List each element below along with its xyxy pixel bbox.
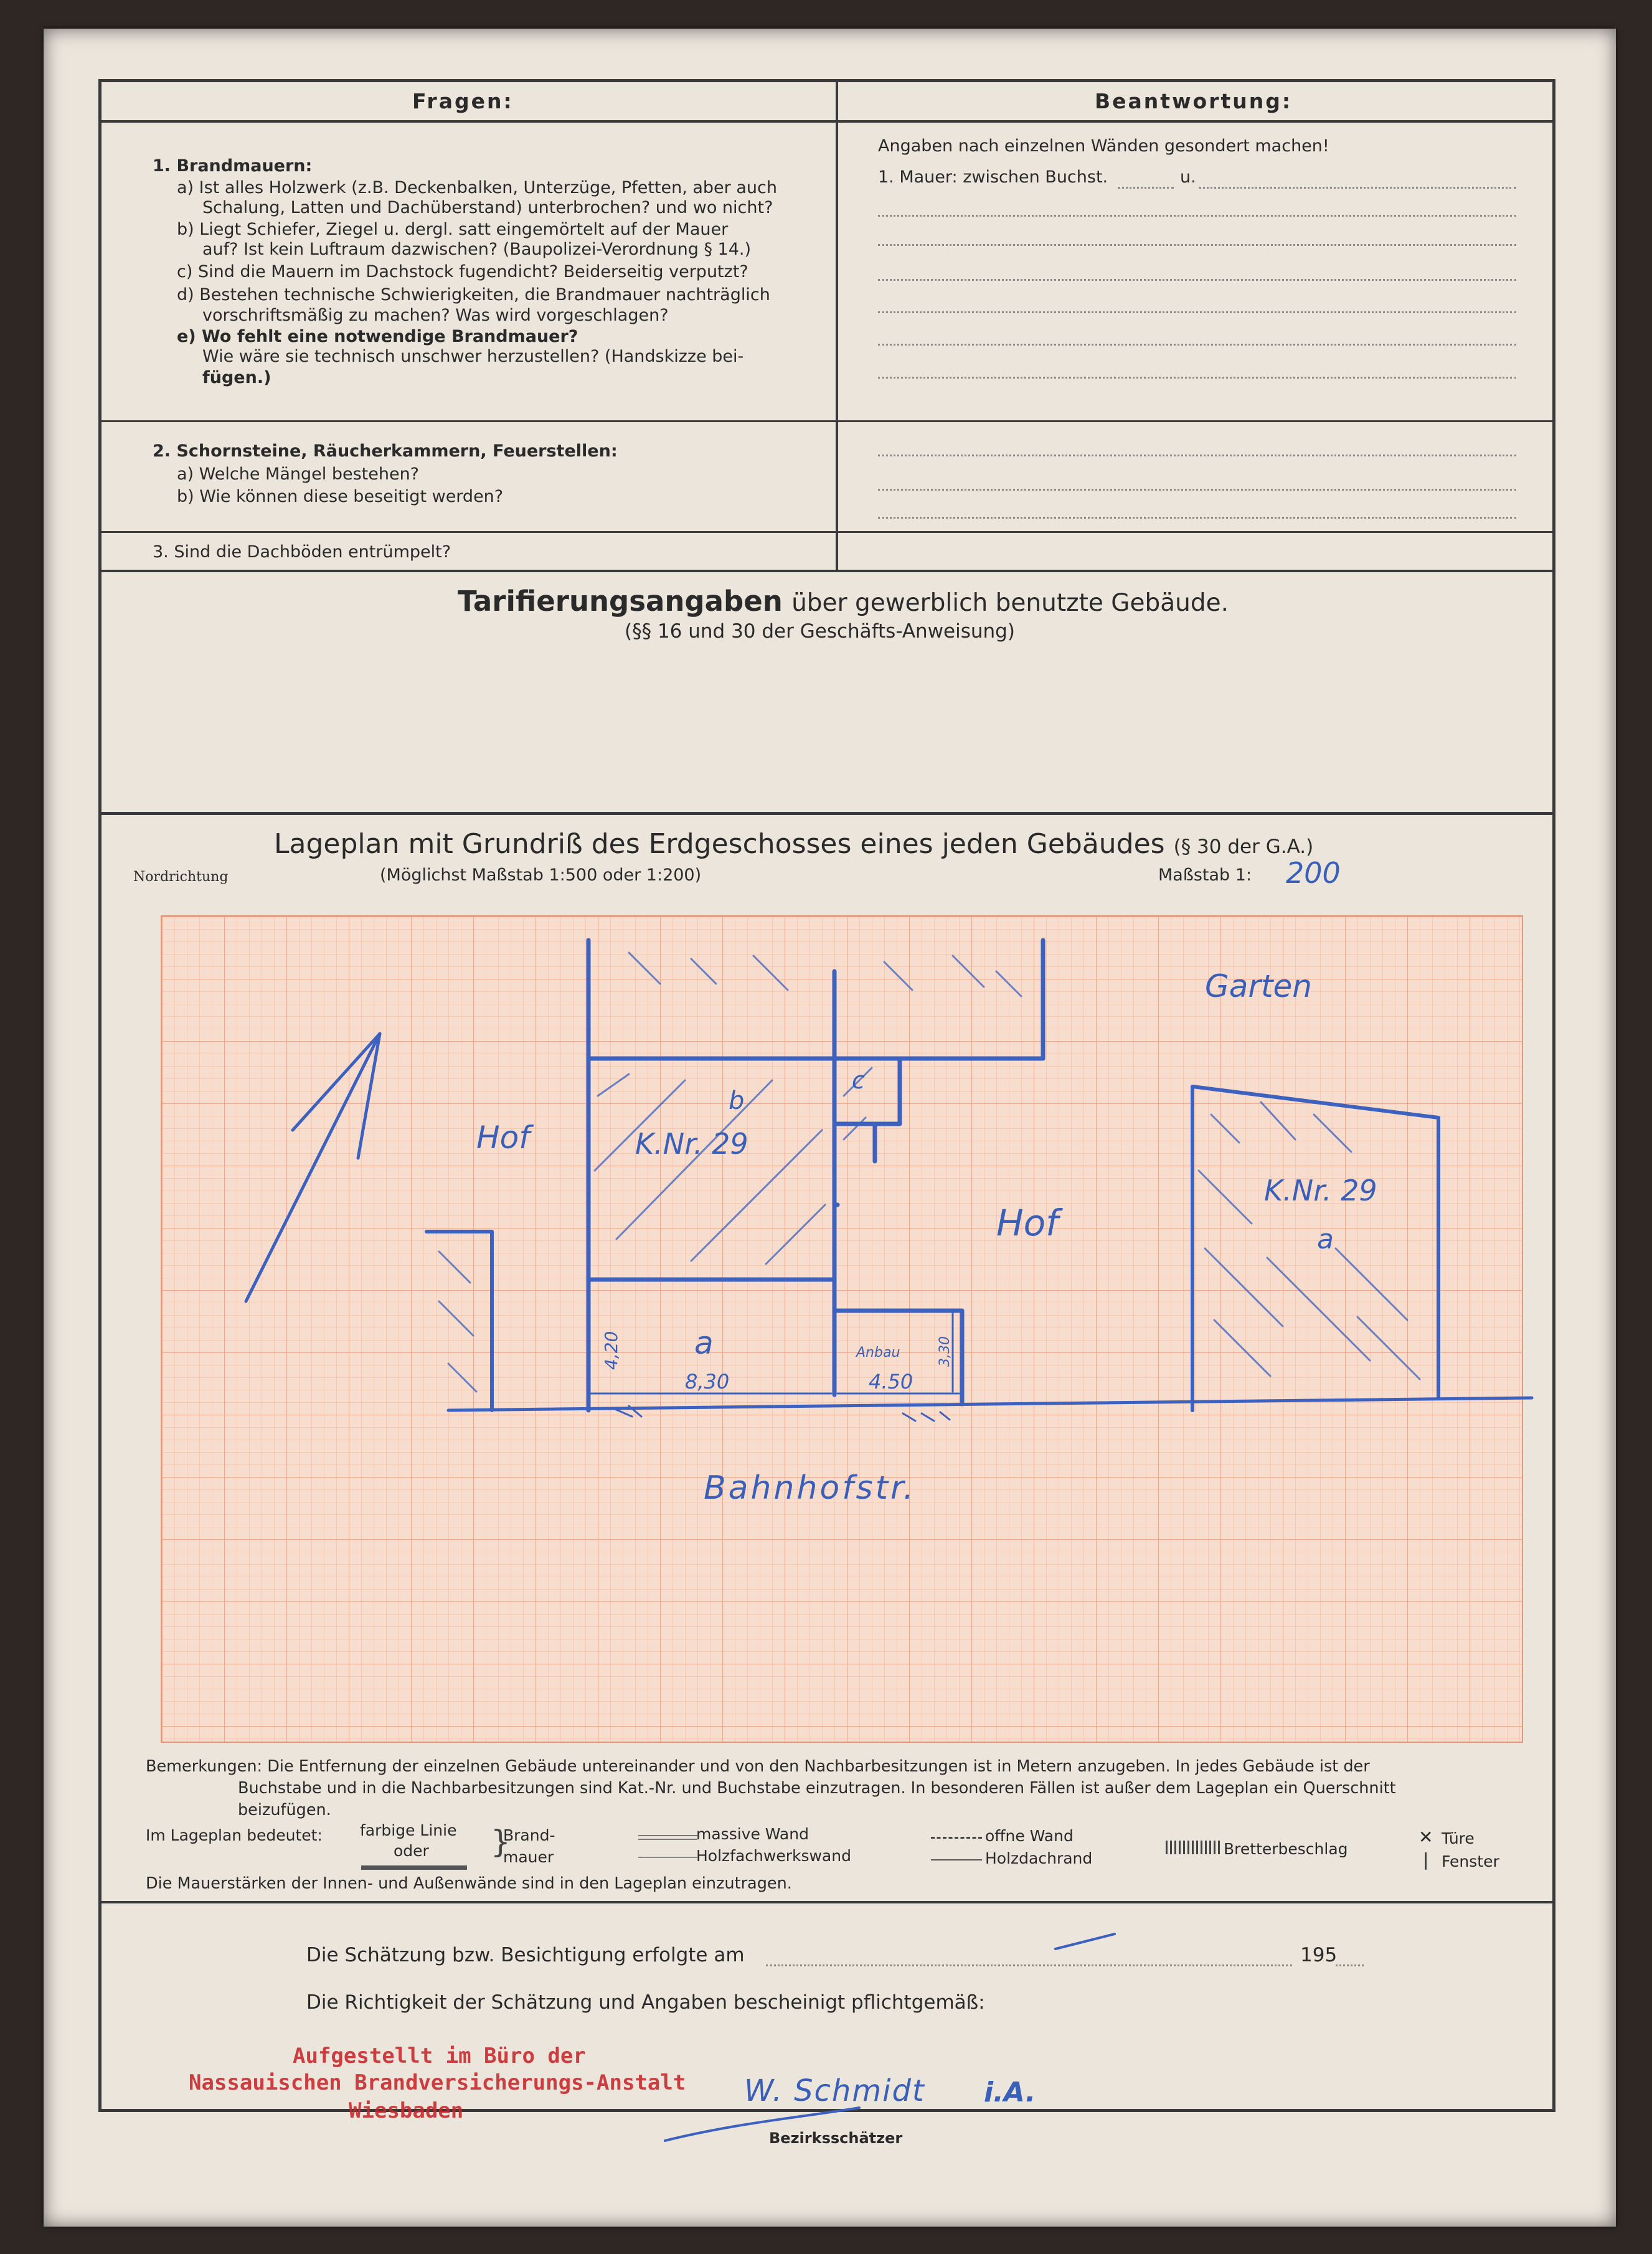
building-b-outline <box>588 940 1043 1410</box>
legend-massive: massive Wand <box>696 1825 809 1843</box>
dimension-lines <box>588 1286 959 1421</box>
schaetzung-year-field[interactable] <box>1336 1964 1364 1966</box>
q1-d1: d) Bestehen technische Schwierigkeiten, die Brandmauer nachträglich <box>177 285 770 304</box>
q2-title: 2. Schornsteine, Räucherkammern, Feuerstellen: <box>153 441 618 461</box>
richtigkeit-text: Die Richtigkeit der Schätzung und Angaben bescheinigt pflichtgemäß: <box>306 1991 985 2014</box>
dim-830: 8,30 <box>685 1370 730 1393</box>
stamp-line1: Aufgestellt im Büro der <box>293 2044 586 2068</box>
header-fragen: Fragen: <box>412 89 514 113</box>
hatching <box>439 953 1420 1392</box>
legend-massive-line <box>638 1835 697 1840</box>
label-kn-right: K.Nr. 29 <box>1264 1174 1377 1207</box>
legend-fenster: Fenster <box>1442 1852 1499 1870</box>
legend-holzdach-line <box>931 1859 982 1860</box>
north-arrow-icon <box>246 1034 380 1301</box>
legend-mauer: mauer <box>503 1848 554 1866</box>
stamp-line2: Nassauischen Brandversicherungs-Anstalt <box>189 2070 686 2095</box>
q2-a: a) Welche Mängel bestehen? <box>177 464 420 484</box>
label-hof-left: Hof <box>476 1120 530 1156</box>
schaetzung-date-field[interactable] <box>766 1964 1292 1966</box>
label-kn-left: K.Nr. 29 <box>635 1127 748 1161</box>
q2-b: b) Wie können diese beseitigt werden? <box>177 487 504 506</box>
legend-holzfach: Holzfachwerkswand <box>696 1847 851 1865</box>
legend-intro: Im Lageplan bedeutet: <box>146 1826 323 1844</box>
q1-e3: fügen.) <box>202 368 271 387</box>
legend-offne: offne Wand <box>985 1827 1074 1845</box>
bemerkungen-line3: beizufügen. <box>238 1801 331 1819</box>
lageplan-title-main: Lageplan mit Grundriß des Erdgeschosses eines jeden Gebäudes <box>274 828 1165 860</box>
q1-title: 1. Brandmauern: <box>153 156 313 176</box>
signature-label: Bezirksschätzer <box>769 2129 903 2147</box>
signature-name[interactable]: W. Schmidt <box>744 2073 925 2108</box>
schaetzung-text: Die Schätzung bzw. Besichtigung erfolgte am <box>306 1944 745 1966</box>
legend-fenster-icon: | <box>1423 1849 1429 1870</box>
legend-tuere-icon: ✕ <box>1418 1827 1433 1847</box>
dim-330: 3,30 <box>937 1336 953 1367</box>
q1-c1: c) Sind die Mauern im Dachstock fugendicht? Beiderseitig verputzt? <box>177 262 748 281</box>
schaetzung-year: 195 <box>1300 1944 1338 1966</box>
legend-tuere: Türe <box>1442 1829 1475 1847</box>
header-beantwortung: Beantwortung: <box>1095 89 1293 113</box>
answer1-line2a: 1. Mauer: zwischen Buchst. <box>878 167 1108 187</box>
lageplan-title-ref: (§ 30 der G.A.) <box>1173 836 1314 858</box>
label-garten: Garten <box>1205 968 1312 1004</box>
tarif-subtitle: (§§ 16 und 30 der Geschäfts-Anweisung) <box>625 620 1015 643</box>
massstab-hint: (Möglichst Maßstab 1:500 oder 1:200) <box>380 865 702 885</box>
date-dash-mark <box>1052 1929 1121 1954</box>
legend-holzfach-line <box>638 1857 697 1858</box>
massstab-value[interactable]: 200 <box>1286 856 1341 890</box>
legend-holzdach: Holzdachrand <box>985 1849 1093 1867</box>
dim-450: 4.50 <box>869 1370 913 1393</box>
q1-e1: e) Wo fehlt eine notwendige Brandmauer? <box>177 327 578 346</box>
bemerkungen-line2: Buchstabe und in die Nachbarbesitzungen sind Kat.-Nr. und Buchstabe einzutragen. In besonderen Fällen ist außer dem Lageplan ein Querschnitt <box>238 1779 1396 1798</box>
label-hof-mid: Hof <box>996 1202 1059 1244</box>
legend-farbige: farbige Linie <box>360 1821 457 1839</box>
tarif-title-rest: über gewerblich benutzte Gebäude. <box>791 589 1229 617</box>
street-line <box>448 1398 1532 1410</box>
q1-e2: Wie wäre sie technisch unschwer herzustellen? (Handskizze bei- <box>202 347 744 366</box>
nordrichtung-label: Nordrichtung <box>133 869 229 885</box>
legend-bretter: Bretterbeschlag <box>1224 1840 1348 1858</box>
answer1-line2b: u. <box>1180 167 1196 187</box>
label-b: b <box>729 1087 745 1115</box>
dim-420: 4,20 <box>601 1331 621 1370</box>
massstab-label: Maßstab 1: <box>1158 865 1252 885</box>
label-a-right: a <box>1317 1224 1334 1255</box>
legend-bracket: } <box>491 1824 511 1860</box>
signature-suffix: i.A. <box>984 2077 1036 2108</box>
q1-b1: b) Liegt Schiefer, Ziegel u. dergl. satt eingemörtelt auf der Mauer <box>177 220 729 239</box>
stamp-line3: Wiesbaden <box>349 2098 464 2123</box>
legend-offne-line <box>931 1837 982 1839</box>
q1-a1: a) Ist alles Holzwerk (z.B. Deckenbalken, Unterzüge, Pfetten, aber auch <box>177 178 777 197</box>
legend-colored-line <box>361 1865 467 1870</box>
mauerstaerken-note: Die Mauerstärken der Innen- und Außenwände sind in den Lageplan einzutragen. <box>146 1874 792 1893</box>
tarif-title-bold: Tarifierungsangaben <box>458 585 783 618</box>
q3-title: 3. Sind die Dachböden entrümpelt? <box>153 542 451 562</box>
label-c: c <box>852 1067 865 1094</box>
label-street: Bahnhofstr. <box>704 1469 917 1507</box>
answer1-line1: Angaben nach einzelnen Wänden gesondert machen! <box>878 136 1329 156</box>
q1-a2: Schalung, Latten und Dachüberstand) unterbrochen? und wo nicht? <box>202 198 773 217</box>
label-a-mid: a <box>694 1325 714 1361</box>
legend-brand: Brand- <box>503 1826 555 1844</box>
q1-b2: auf? Ist kein Luftraum dazwischen? (Baupolizei-Verordnung § 14.) <box>202 240 752 259</box>
legend-bretter-mark <box>1166 1841 1220 1854</box>
legend-oder: oder <box>394 1842 429 1860</box>
q1-d2: vorschriftsmäßig zu machen? Was wird vorgeschlagen? <box>202 306 669 325</box>
bemerkungen-line1: Bemerkungen: Die Entfernung der einzelnen Gebäude untereinander und von den Nachbarbesitzungen ist in Metern anzugeben. In jedes Gebäude ist der <box>146 1757 1370 1776</box>
label-anbau: Anbau <box>856 1345 900 1360</box>
